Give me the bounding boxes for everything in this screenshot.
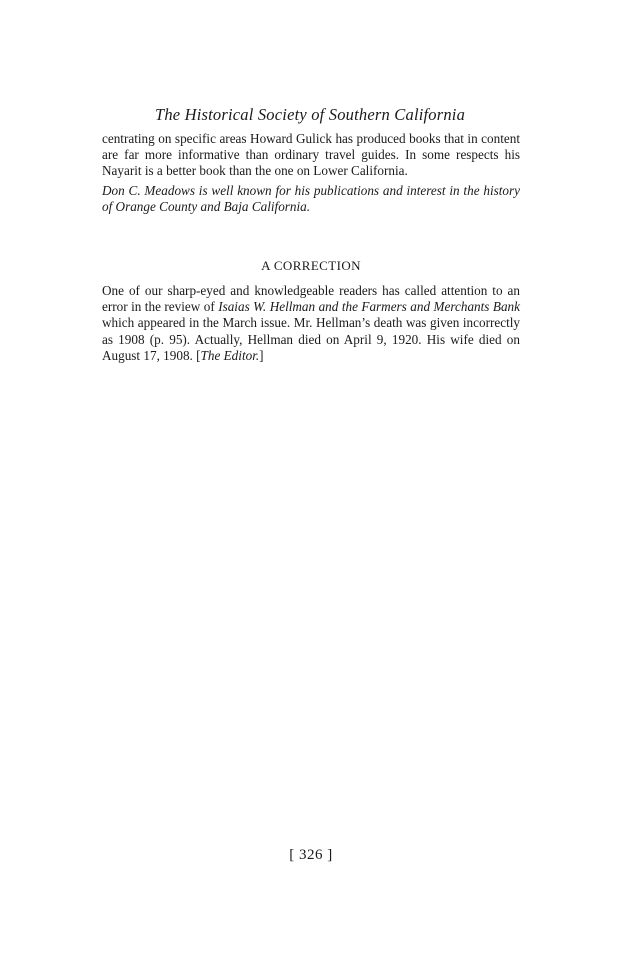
correction-paragraph xyxy=(102,283,520,364)
editor-tag: The Editor. xyxy=(200,347,260,363)
paragraph-text: centrating on specific areas Howard Gulick has produced books that in content are far more informative than ordinary travel guides. In some respects his Nayarit is a better book than the one on Lower California. xyxy=(102,131,520,179)
reviewer-note-text: Don C. Meadows is well known for his publications and interest in the history of Orange County and Baja California. xyxy=(102,183,520,215)
book-title: Isaias W. Hellman and the Farmers and Merchants Bank xyxy=(218,299,520,315)
review-closing-paragraph xyxy=(102,131,520,180)
correction-text xyxy=(102,283,520,364)
correction-text-part-2: which appeared in the March issue. Mr. Hellman’s death was given incorrectly as 1908 (p. 95). Actually, Hellman died on April 9, 1920. His wife died on August 17, 1908. [ xyxy=(102,315,520,363)
reviewer-note xyxy=(102,183,520,215)
correction-title: A CORRECTION xyxy=(261,258,361,273)
page-number: [ 326 ] xyxy=(289,847,333,863)
running-head: The Historical Society of Southern California xyxy=(154,105,466,124)
correction-text-part-1: One of our sharp-eyed and knowledgeable readers has called attention to an error in the review of xyxy=(102,283,520,315)
correction-text-part-3: ] xyxy=(259,347,264,363)
